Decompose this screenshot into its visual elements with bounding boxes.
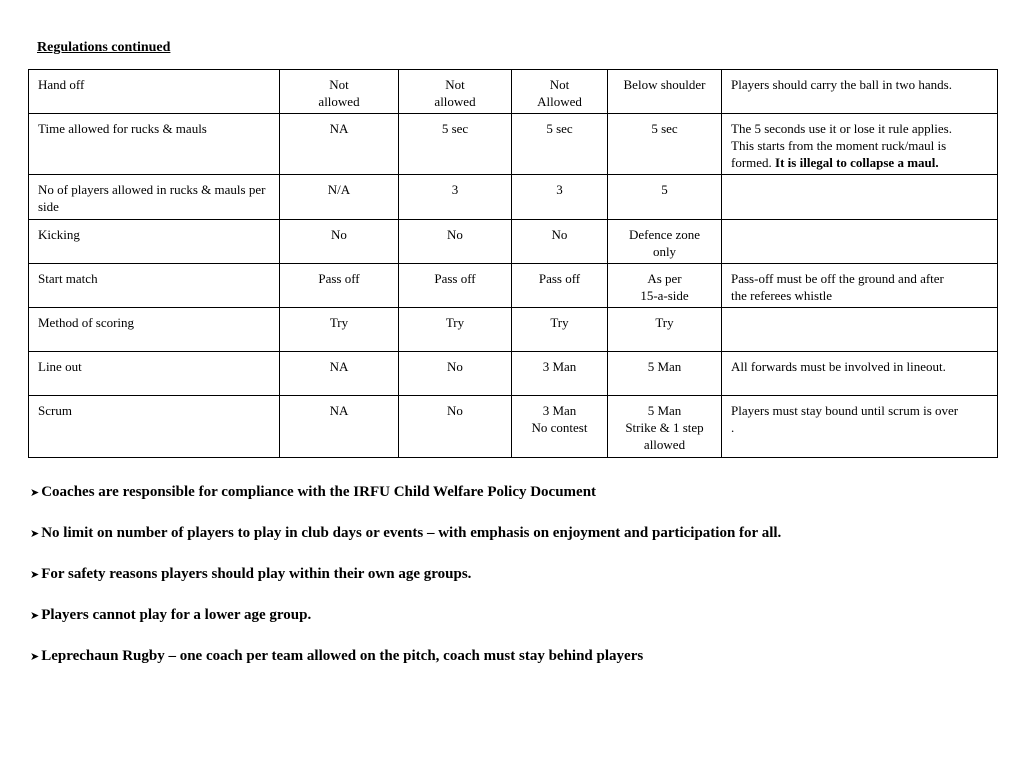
table-cell: [608, 352, 722, 396]
note-line: The 5 seconds use it or lose it rule applies.: [731, 121, 952, 136]
note-line: Players should carry the ball in two hands.: [731, 77, 952, 92]
notes-cell: [722, 114, 998, 175]
table-cell: [280, 70, 399, 114]
cell-line: Not: [445, 77, 465, 92]
table-cell: [512, 396, 608, 458]
notes-cell: [722, 220, 998, 264]
note-line: This starts from the moment ruck/maul is: [731, 138, 947, 153]
note-text: Coaches are responsible for compliance with the IRFU Child Welfare Policy Document: [41, 484, 597, 500]
cell-line: allowed: [318, 94, 360, 109]
note-line: Pass-off must be off the ground and after: [731, 271, 944, 286]
notes-cell: [722, 396, 998, 458]
note-text: No limit on number of players to play in club days or events – with emphasis on enjoyment and participation for all.: [41, 525, 782, 541]
cell-line: Not: [549, 77, 570, 92]
cell-line: Try: [329, 315, 349, 330]
cell-line: No: [331, 227, 347, 242]
table-cell: [280, 264, 399, 308]
cell-line: 5: [661, 182, 668, 197]
table-cell: [399, 308, 512, 352]
table-row: [29, 70, 998, 114]
row-label: Method of scoring: [29, 308, 280, 352]
row-label: Start match: [29, 264, 280, 308]
table-cell: [608, 264, 722, 308]
cell-line: Try: [445, 315, 465, 330]
table-row: [29, 264, 998, 308]
table-cell: [280, 114, 399, 175]
table-cell: [399, 352, 512, 396]
table-cell: [512, 70, 608, 114]
notes-cell: [722, 70, 998, 114]
cell-line: Strike & 1 step: [625, 420, 704, 435]
row-label: Scrum: [29, 396, 280, 458]
arrow-bullet-icon: ➤: [30, 527, 40, 540]
cell-line: only: [652, 244, 677, 259]
table-row: [29, 396, 998, 458]
note-item: [30, 607, 781, 648]
cell-line: NA: [329, 121, 349, 136]
table-cell: [399, 264, 512, 308]
table-cell: [512, 352, 608, 396]
cell-line: 3: [451, 182, 459, 197]
table-cell: [280, 352, 399, 396]
cell-line: No: [447, 359, 463, 374]
table-cell: [399, 396, 512, 458]
table-cell: [512, 175, 608, 220]
note-text: Players cannot play for a lower age group.: [41, 607, 312, 623]
arrow-bullet-icon: ➤: [30, 609, 40, 622]
notes-cell: [722, 264, 998, 308]
cell-line: allowed: [434, 94, 476, 109]
note-line: Players must stay bound until scrum is over: [731, 403, 959, 418]
cell-line: 5 sec: [441, 121, 469, 136]
cell-line: As per: [647, 271, 682, 286]
table-cell: [399, 114, 512, 175]
table-row: [29, 308, 998, 352]
table-cell: [608, 308, 722, 352]
table-cell: [608, 70, 722, 114]
table-row: [29, 175, 998, 220]
note-item: [30, 566, 781, 607]
notes-cell: [722, 175, 998, 220]
note-line: formed.: [731, 155, 772, 170]
notes-cell: [722, 308, 998, 352]
cell-line: Try: [550, 315, 569, 330]
table-cell: [280, 220, 399, 264]
cell-line: No: [447, 227, 463, 242]
note-line: the referees whistle: [731, 288, 833, 303]
cell-line: 3 Man: [542, 359, 577, 374]
note-item: [30, 484, 781, 525]
table-cell: [280, 308, 399, 352]
cell-line: Defence zone: [628, 227, 701, 242]
cell-line: 5 Man: [647, 359, 682, 374]
row-label: Kicking: [29, 220, 280, 264]
cell-line: Allowed: [537, 94, 582, 109]
cell-line: Not: [329, 77, 349, 92]
table-row: [29, 352, 998, 396]
note-text: Leprechaun Rugby – one coach per team allowed on the pitch, coach must stay behind players: [41, 648, 644, 664]
cell-line: 5 Man: [647, 403, 682, 418]
table-cell: [399, 220, 512, 264]
table-cell: [608, 175, 722, 220]
row-label: Line out: [29, 352, 280, 396]
table-cell: [512, 114, 608, 175]
row-label: Hand off: [29, 70, 280, 114]
cell-line: 3 Man: [542, 403, 577, 418]
cell-line: Pass off: [318, 271, 360, 286]
arrow-bullet-icon: ➤: [30, 486, 40, 499]
arrow-bullet-icon: ➤: [30, 650, 40, 663]
table-cell: [280, 396, 399, 458]
cell-line: Pass off: [434, 271, 476, 286]
note-emphasis: It is illegal to collapse a maul.: [775, 155, 939, 170]
note-item: [30, 525, 781, 566]
table-cell: [608, 396, 722, 458]
cell-line: 5 sec: [546, 121, 573, 136]
cell-line: Below shoulder: [623, 77, 706, 92]
table-cell: [399, 70, 512, 114]
table-cell: [512, 220, 608, 264]
row-label: No of players allowed in rucks & mauls per side: [29, 175, 280, 220]
cell-line: N/A: [327, 182, 351, 197]
table-row: [29, 114, 998, 175]
cell-line: 3: [556, 182, 563, 197]
table-cell: [512, 308, 608, 352]
page-title: Regulations continued: [37, 40, 171, 55]
table-cell: [608, 114, 722, 175]
cell-line: allowed: [643, 437, 686, 452]
cell-line: No: [551, 227, 568, 242]
table-cell: [280, 175, 399, 220]
regulations-table: [28, 69, 998, 458]
note-text: For safety reasons players should play within their own age groups.: [41, 566, 472, 582]
cell-line: 5 sec: [651, 121, 678, 136]
row-label: Time allowed for rucks & mauls: [29, 114, 280, 175]
notes-list: [30, 484, 781, 689]
cell-line: No contest: [531, 420, 588, 435]
note-item: [30, 648, 781, 689]
note-line: All forwards must be involved in lineout.: [731, 359, 946, 374]
cell-line: Pass off: [538, 271, 581, 286]
table-row: [29, 220, 998, 264]
table-cell: [399, 175, 512, 220]
table-cell: [608, 220, 722, 264]
notes-cell: [722, 352, 998, 396]
cell-line: NA: [329, 359, 349, 374]
arrow-bullet-icon: ➤: [30, 568, 40, 581]
note-line: .: [731, 420, 735, 435]
cell-line: 15-a-side: [640, 288, 689, 303]
table-cell: [512, 264, 608, 308]
cell-line: No: [447, 403, 463, 418]
cell-line: Try: [655, 315, 674, 330]
cell-line: NA: [329, 403, 349, 418]
